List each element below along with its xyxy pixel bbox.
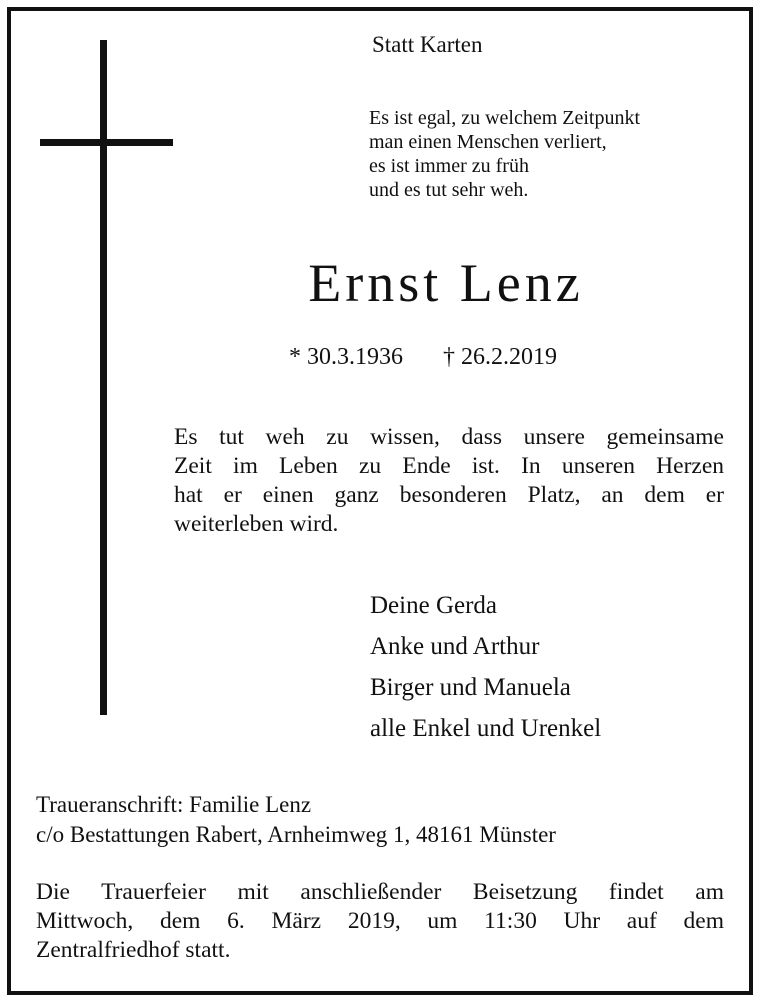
deceased-name: Ernst Lenz <box>308 253 584 313</box>
address-line: c/o Bestattungen Rabert, Arnheimweg 1, 48161 Münster <box>36 822 556 847</box>
service-line: Zentralfriedhof statt. <box>36 937 231 963</box>
cross-horizontal-bar <box>40 139 173 146</box>
poem-line: es ist immer zu früh <box>369 155 529 177</box>
birth-date: * 30.3.1936 <box>289 344 403 370</box>
poem-line: und es tut sehr weh. <box>369 179 529 201</box>
service-line: Mittwoch, dem 6. März 2019, um 11:30 Uhr auf dem <box>36 908 724 934</box>
address-line: Traueranschrift: Familie Lenz <box>36 792 312 817</box>
service-line: Die Trauerfeier mit anschließender Beisetzung findet am <box>36 879 724 905</box>
poem-line: Es ist egal, zu welchem Zeitpunkt <box>369 107 641 129</box>
poem-line: man einen Menschen verliert, <box>369 131 607 153</box>
memorial-line: weiterleben wird. <box>174 511 339 537</box>
family-member: Anke und Arthur <box>370 633 540 660</box>
notice-header: Statt Karten <box>372 32 483 57</box>
memorial-line: Zeit im Leben zu Ende ist. In unseren Herzen <box>174 453 724 479</box>
family-member: Birger und Manuela <box>370 674 571 701</box>
death-date: † 26.2.2019 <box>443 344 557 370</box>
memorial-text <box>174 423 724 539</box>
family-member: alle Enkel und Urenkel <box>370 715 602 742</box>
funeral-service-info <box>36 878 724 965</box>
poem <box>369 106 640 202</box>
mourning-address <box>36 790 556 850</box>
family-member: Deine Gerda <box>370 592 498 619</box>
memorial-line: hat er einen ganz besonderen Platz, an dem er <box>174 482 724 508</box>
family-signatures <box>370 585 601 749</box>
memorial-line: Es tut weh zu wissen, dass unsere gemeinsame <box>174 424 724 450</box>
life-dates <box>289 341 557 373</box>
